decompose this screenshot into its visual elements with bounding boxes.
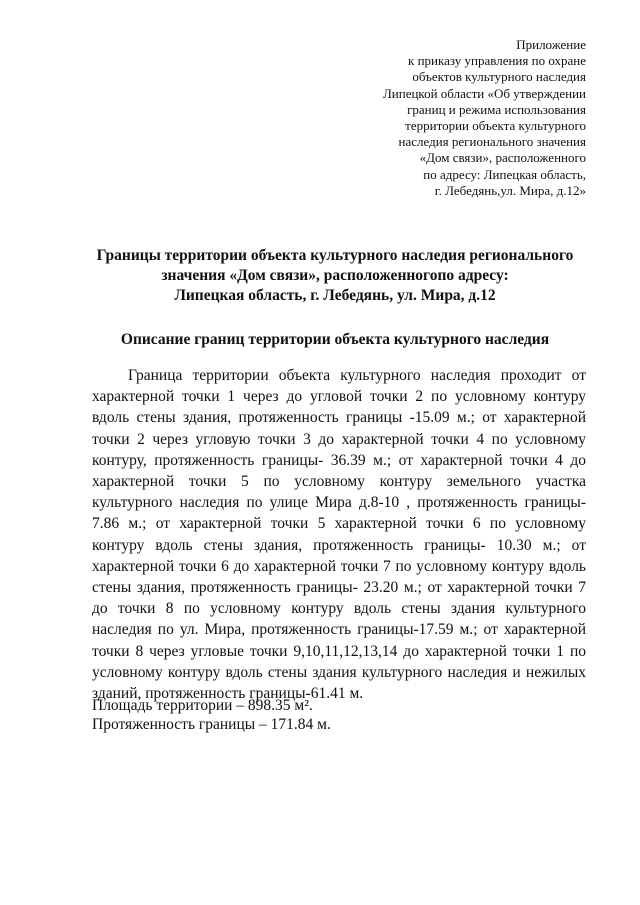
- document-title: [80, 246, 590, 306]
- boundary-length: Протяженность границы – 171.84 м.: [92, 715, 331, 733]
- appendix-line: г. Лебедянь,ул. Мира, д.12»: [434, 182, 586, 198]
- appendix-line: по адресу: Липецкая область,: [423, 166, 586, 182]
- document-title-line: значения «Дом связи», расположенногопо адресу:: [161, 267, 509, 284]
- territory-area: Площадь территории – 898.35 м².: [92, 697, 313, 714]
- document-title-line: Границы территории объекта культурного наследия регионального: [96, 247, 574, 264]
- territory-summary: [92, 697, 586, 734]
- appendix-header: [286, 37, 586, 199]
- appendix-line: к приказу управления по охране: [408, 53, 586, 69]
- appendix-line: объектов культурного наследия: [412, 69, 586, 85]
- appendix-line: Приложение: [516, 37, 586, 52]
- appendix-line: наследия регионального значения: [398, 134, 586, 150]
- appendix-line: территории объекта культурного: [405, 118, 586, 134]
- section-heading: Описание границ территории объекта культурного наследия: [120, 331, 550, 348]
- appendix-line: Липецкой области «Об утверждении: [382, 85, 586, 101]
- appendix-line: границ и режима использования: [407, 101, 586, 117]
- appendix-line: «Дом связи», расположенного: [419, 150, 586, 166]
- boundary-description-paragraph: Граница территории объекта культурного наследия проходит от характерной точки 1 через до угловой точки 2 по условному контуру вдоль стены здания, протяженность границы -15.09 м.; от характерной точки 2 через угловую точки 3 до характерной точки 4 по условному контуру, протяженность границы- 36.39 м.; от характерной точки 4 до характерной точки 5 по условному контуру земельного участка культурного наследия по улице Мира д.8-10 , протяженность границы- 7.86 м.; от характерной точки 5 характерной точки 6 по условному контуру вдоль стены здания, протяженность границы- 10.30 м.; от характерной точки 6 до характерной точки 7 по условному контуру вдоль стены здания, протяженность границы- 23.20 м.; от характерной точки 7 до точки 8 по условному контуру вдоль стены здания культурного наследия по ул. Мира, протяженность границы-17.59 м.; от характерной точки 8 через угловые точки 9,10,11,12,13,14 до характерной точки 1 по условному контуру вдоль стены здания культурного наследия и нежилых зданий, протяженность границы-61.41 м.: [92, 367, 586, 703]
- document-title-line: Липецкая область, г. Лебедянь, ул. Мира, д.12: [174, 287, 496, 304]
